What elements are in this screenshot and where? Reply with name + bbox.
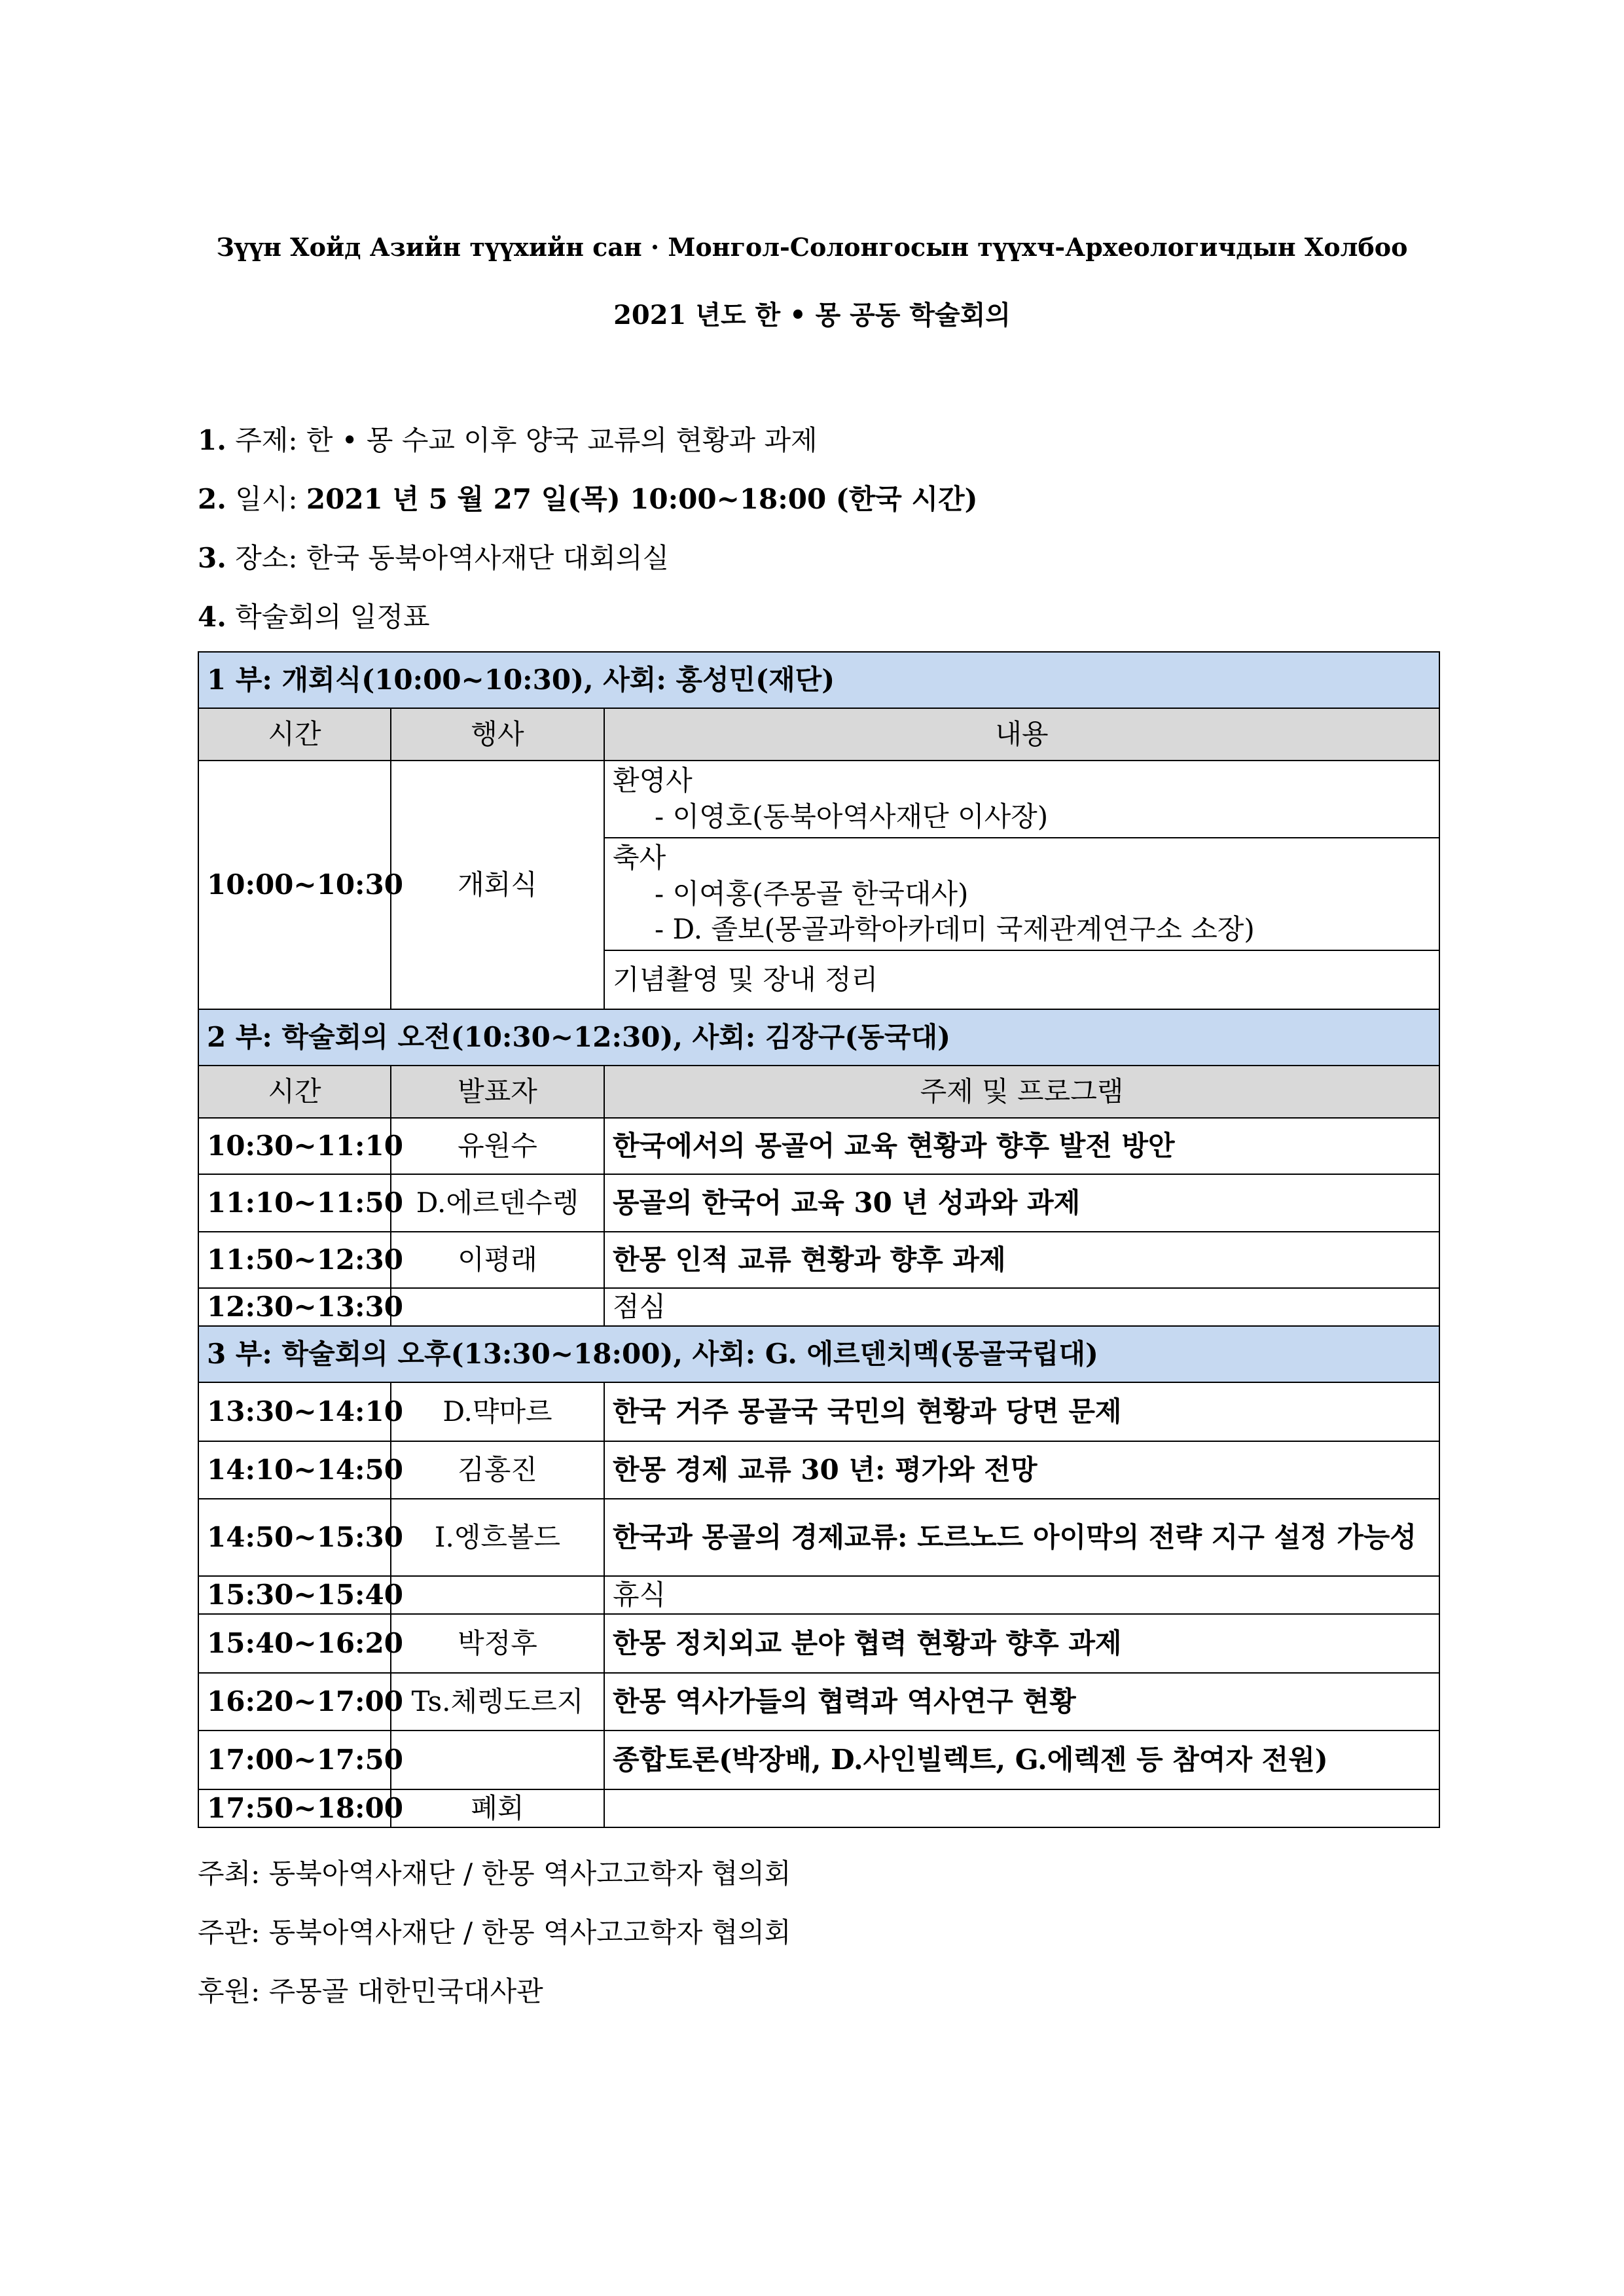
- topic-cell: 휴식: [604, 1576, 1439, 1614]
- item-number: 1.: [198, 424, 226, 456]
- item-label: 주제:: [235, 424, 298, 456]
- footer-sponsor: [198, 1970, 543, 2009]
- time-cell: 10:30~11:10: [198, 1118, 391, 1174]
- topic-cell: 한몽 경제 교류 30 년: 평가와 전망: [604, 1441, 1439, 1499]
- time-cell: 10:00~10:30: [198, 761, 391, 1009]
- column-header: 행사: [391, 708, 604, 761]
- topic-cell: [604, 1789, 1439, 1827]
- footer-label: 주최:: [198, 1857, 261, 1890]
- welcome-cell: [604, 761, 1439, 838]
- section-title: 2 부: 학술회의 오전(10:30~12:30), 사회: 김장구(동국대): [198, 1009, 1439, 1066]
- item-venue: [198, 537, 669, 576]
- topic-cell: 한몽 정치외교 분야 협력 현황과 향후 과제: [604, 1614, 1439, 1673]
- presenter-cell: [391, 1576, 604, 1614]
- item-text: 한국 동북아역사재단 대회의실: [306, 542, 670, 574]
- footer-text: 동북아역사재단 / 한몽 역사고고학자 협의회: [268, 1857, 791, 1890]
- item-number: 2.: [198, 483, 226, 515]
- congrats-title: 축사: [613, 842, 666, 874]
- time-cell: 16:20~17:00: [198, 1673, 391, 1731]
- table-row: [198, 1731, 1439, 1789]
- table-row: [198, 1382, 1439, 1441]
- topic-cell: 한국과 몽골의 경제교류: 도르노드 아이막의 전략 지구 설정 가능성: [604, 1499, 1439, 1576]
- topic-cell: 몽골의 한국어 교육 30 년 성과와 과제: [604, 1174, 1439, 1232]
- organizers-title: Зүүн Хойд Азийн түүхийн сан · Монгол-Солонгосын түүхч-Археологичдын Холбоо: [216, 232, 1408, 262]
- time-cell: 17:00~17:50: [198, 1731, 391, 1789]
- time-cell: 15:30~15:40: [198, 1576, 391, 1614]
- presenter-cell: 폐회: [391, 1789, 604, 1827]
- time-cell: 13:30~14:10: [198, 1382, 391, 1441]
- presenter-cell: [391, 1288, 604, 1326]
- table-row: [198, 1614, 1439, 1673]
- footer-text: 동북아역사재단 / 한몽 역사고고학자 협의회: [268, 1916, 791, 1948]
- time-cell: 12:30~13:30: [198, 1288, 391, 1326]
- table-row: [198, 1118, 1439, 1174]
- table-row: [198, 1673, 1439, 1731]
- time-cell: 14:10~14:50: [198, 1441, 391, 1499]
- congrats-speaker: - D. 졸보(몽골과학아카데미 국제관계연구소 소장): [655, 913, 1255, 946]
- topic-cell: 종합토론(박장배, D.사인빌렉트, G.에렉젠 등 참여자 전원): [604, 1731, 1439, 1789]
- welcome-title: 환영사: [613, 764, 693, 797]
- section-title: 1 부: 개회식(10:00~10:30), 사회: 홍성민(재단): [198, 652, 1439, 708]
- footer-label: 후원:: [198, 1975, 261, 2007]
- topic-cell: 한몽 역사가들의 협력과 역사연구 현황: [604, 1673, 1439, 1731]
- time-cell: 11:50~12:30: [198, 1232, 391, 1288]
- item-label: 일시:: [235, 483, 298, 515]
- presenter-cell: [391, 1731, 604, 1789]
- column-header: 시간: [198, 1066, 391, 1118]
- time-cell: 11:10~11:50: [198, 1174, 391, 1232]
- footer-host: [198, 1852, 791, 1892]
- section-title: 3 부: 학술회의 오후(13:30~18:00), 사회: G. 에르덴치멕(몽골국립대): [198, 1326, 1439, 1382]
- column-header: 시간: [198, 708, 391, 761]
- table-row: [198, 1789, 1439, 1827]
- table-row: [198, 1499, 1439, 1576]
- presenter-cell: 유원수: [391, 1118, 604, 1174]
- photo-cell: 기념촬영 및 장내 정리: [604, 950, 1439, 1009]
- item-text: 학술회의 일정표: [235, 601, 430, 633]
- footer-organizer: [198, 1911, 791, 1950]
- section-header-part1: [198, 652, 1439, 708]
- item-topic: [198, 419, 818, 458]
- item-number: 4.: [198, 601, 226, 633]
- table-row: [198, 1288, 1439, 1326]
- table-row: [198, 1174, 1439, 1232]
- item-schedule: [198, 596, 430, 635]
- presenter-cell: Ts.체렝도르지: [391, 1673, 604, 1731]
- presenter-cell: 이평래: [391, 1232, 604, 1288]
- section-header-part2: [198, 1009, 1439, 1066]
- time-cell: 17:50~18:00: [198, 1789, 391, 1827]
- column-header-row: [198, 1066, 1439, 1118]
- conference-title: 2021 년도 한 • 몽 공동 학술회의: [613, 300, 1011, 331]
- item-datetime: [198, 478, 977, 517]
- topic-cell: 한국 거주 몽골국 국민의 현황과 당면 문제: [604, 1382, 1439, 1441]
- presenter-cell: 박정후: [391, 1614, 604, 1673]
- footer-label: 주관:: [198, 1916, 261, 1948]
- column-header: 발표자: [391, 1066, 604, 1118]
- event-cell: 개회식: [391, 761, 604, 1009]
- table-row: [198, 761, 1439, 838]
- column-header: 주제 및 프로그램: [604, 1066, 1439, 1118]
- presenter-cell: I.엥흐볼드: [391, 1499, 604, 1576]
- topic-cell: 점심: [604, 1288, 1439, 1326]
- item-text: 한 • 몽 수교 이후 양국 교류의 현황과 과제: [306, 424, 818, 456]
- table-row: [198, 1232, 1439, 1288]
- topic-cell: 한몽 인적 교류 현황과 향후 과제: [604, 1232, 1439, 1288]
- table-row: [198, 1576, 1439, 1614]
- item-label: 장소:: [235, 542, 298, 574]
- footer-text: 주몽골 대한민국대사관: [268, 1975, 543, 2007]
- item-text: 2021 년 5 월 27 일(목) 10:00~18:00 (한국 시간): [306, 483, 978, 515]
- column-header: 내용: [604, 708, 1439, 761]
- schedule-table: [198, 651, 1440, 1828]
- presenter-cell: D.에르덴수렝: [391, 1174, 604, 1232]
- table-row: [198, 1441, 1439, 1499]
- time-cell: 14:50~15:30: [198, 1499, 391, 1576]
- section-header-part3: [198, 1326, 1439, 1382]
- presenter-cell: D.먁마르: [391, 1382, 604, 1441]
- congrats-speaker: - 이여홍(주몽골 한국대사): [655, 877, 969, 910]
- topic-cell: 한국에서의 몽골어 교육 현황과 향후 발전 방안: [604, 1118, 1439, 1174]
- item-number: 3.: [198, 542, 226, 574]
- congrats-cell: [604, 838, 1439, 950]
- time-cell: 15:40~16:20: [198, 1614, 391, 1673]
- column-header-row: [198, 708, 1439, 761]
- welcome-speaker: - 이영호(동북아역사재단 이사장): [655, 800, 1049, 833]
- presenter-cell: 김홍진: [391, 1441, 604, 1499]
